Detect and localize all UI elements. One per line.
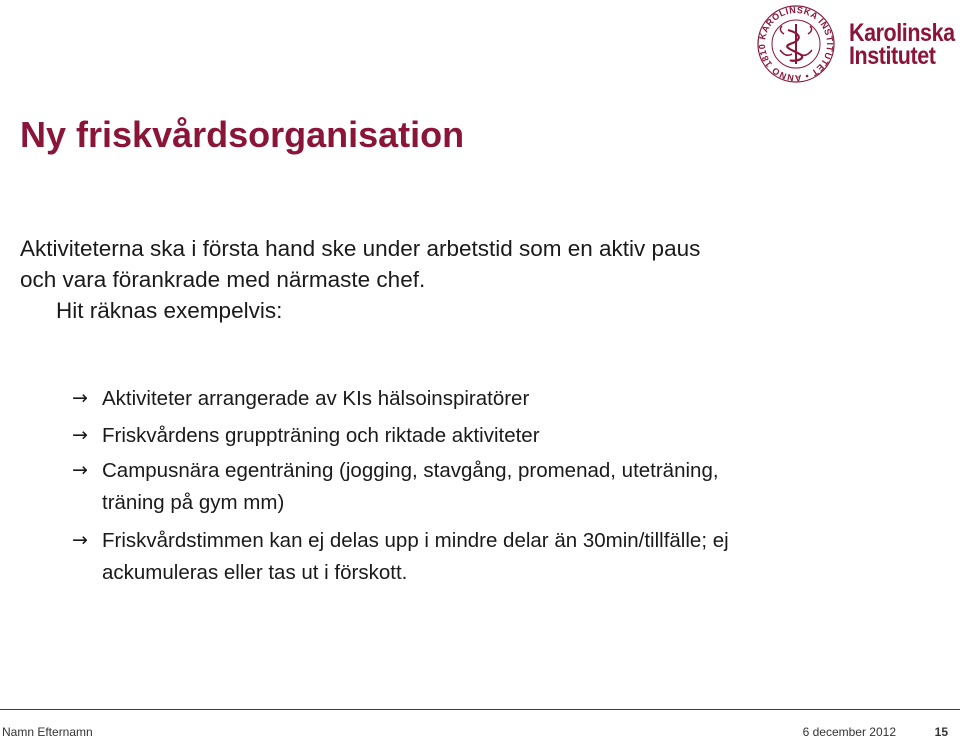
list-item	[72, 455, 729, 519]
intro-line-1: Aktiviteterna ska i första hand ske under arbetstid som en aktiv paus	[20, 236, 701, 261]
logo-line-2: Institutet	[849, 42, 936, 70]
intro-text	[20, 233, 700, 326]
logo-line-1: Karolinska	[849, 19, 955, 47]
bullet-text: Campusnära egenträning (jogging, stavgång, promenad, uteträning,	[102, 459, 719, 482]
arrow-right-icon: →	[72, 459, 88, 481]
bullet-text: Aktiviteter arrangerade av KIs hälsoinspiratörer	[102, 387, 530, 410]
slide-title: Ny friskvårdsorganisation	[20, 114, 465, 155]
bullet-text: Friskvårdens gruppträning och riktade aktiviteter	[102, 424, 540, 447]
arrow-right-icon: →	[72, 387, 88, 409]
bullet-text: Friskvårdstimmen kan ej delas upp i mindre delar än 30min/tillfälle; ej	[102, 529, 729, 552]
list-item	[72, 525, 729, 589]
arrow-right-icon: →	[72, 529, 88, 551]
list-item	[72, 383, 729, 414]
bullet-text-continued: ackumuleras eller tas ut i förskott.	[102, 561, 408, 584]
list-item	[72, 420, 729, 451]
intro-line-2: och vara förankrade med närmaste chef.	[20, 267, 426, 292]
seal-ring-text: KAROLINSKA INSTITUTET • ANNO 1810	[756, 4, 836, 84]
page-number: 15	[934, 725, 948, 739]
arrow-right-icon: →	[72, 424, 88, 446]
ki-seal-icon	[756, 4, 836, 84]
intro-line-3: Hit räknas exempelvis:	[56, 298, 283, 323]
bullet-list	[72, 383, 729, 596]
footer-author: Namn Efternamn	[2, 725, 93, 739]
footer-divider	[0, 709, 960, 710]
karolinska-logo	[756, 4, 956, 84]
logo-wordmark	[849, 19, 955, 70]
footer-date: 6 december 2012	[802, 725, 896, 739]
bullet-text-continued: träning på gym mm)	[102, 491, 285, 514]
